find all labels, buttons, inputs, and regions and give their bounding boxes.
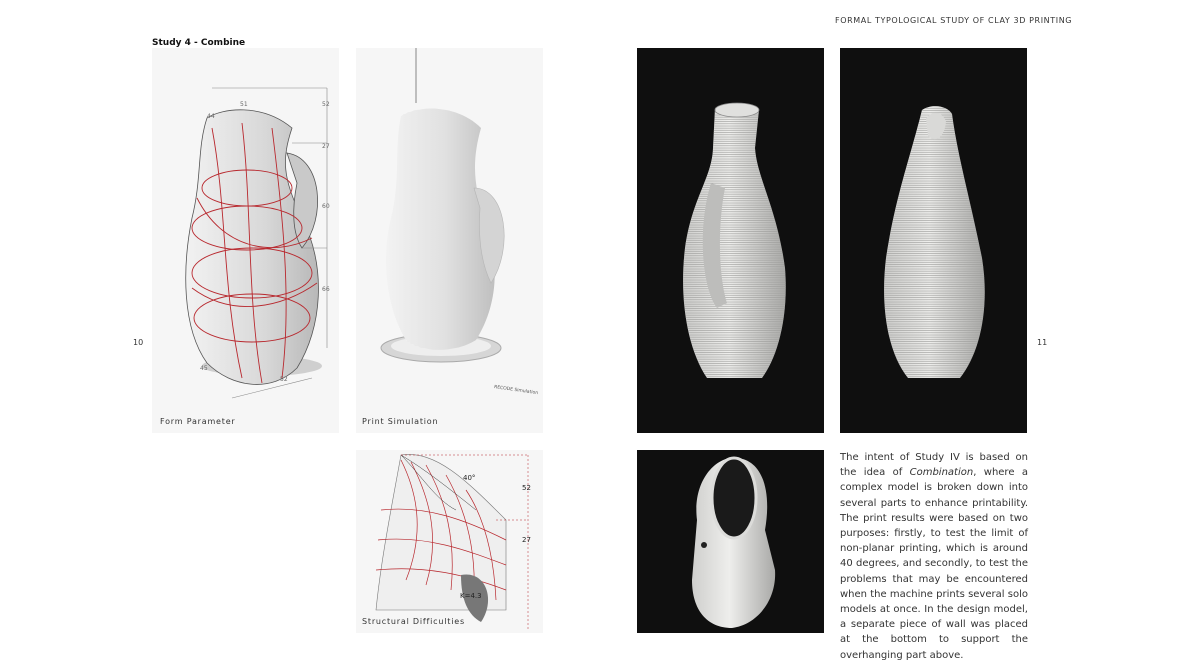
form-parameter-caption: Form Parameter bbox=[160, 417, 236, 426]
angle-label: 40° bbox=[463, 474, 476, 482]
structural-difficulties-figure bbox=[356, 450, 543, 633]
printed-vase-photo-side bbox=[840, 48, 1027, 433]
running-title: FORMAL TYPOLOGICAL STUDY OF CLAY 3D PRINTING bbox=[835, 16, 1073, 25]
dim-label: 44 bbox=[207, 113, 215, 120]
dim-label: 66 bbox=[322, 286, 330, 293]
clay-vase-side-image bbox=[840, 48, 1027, 433]
body-paragraph bbox=[840, 450, 1028, 663]
structural-difficulties-caption: Structural Difficulties bbox=[362, 617, 465, 626]
dim-label: 27 bbox=[522, 536, 531, 544]
section-title: Study 4 - Combine bbox=[152, 38, 246, 48]
wireframe-vase-drawing bbox=[152, 48, 339, 433]
dim-label: 27 bbox=[322, 143, 330, 150]
dim-label: 52 bbox=[280, 376, 288, 383]
k-label: K=4.3 bbox=[460, 592, 482, 600]
clay-vase-front-image bbox=[637, 48, 824, 433]
dim-label: 60 bbox=[322, 203, 330, 210]
body-text-pre: The intent of Study IV is based on the idea of bbox=[840, 452, 1028, 479]
dim-label: 51 bbox=[240, 101, 248, 108]
body-text-emphasis: Combination bbox=[909, 467, 974, 479]
print-simulation-caption: Print Simulation bbox=[362, 417, 439, 426]
render-stamp: RECODE Simulation bbox=[493, 385, 539, 397]
printed-vase-photo-top bbox=[637, 450, 824, 633]
print-simulation-figure bbox=[356, 48, 543, 433]
clay-vase-top-image bbox=[637, 450, 824, 633]
simulated-vase-render bbox=[356, 48, 543, 433]
dim-label: 45 bbox=[200, 365, 208, 372]
page-number-right: 11 bbox=[1037, 338, 1048, 347]
form-parameter-figure bbox=[152, 48, 339, 433]
structural-section-drawing bbox=[356, 450, 543, 633]
dim-label: 52 bbox=[322, 101, 330, 108]
body-text-post: , where a complex model is broken down into several parts to enhance printability. The print results were based on two purposes: firstly, to test the limit of non-planar printing, which is around 40 degrees, and secondly, to test the problems that may be encountered when the machine prints several solo models at once. In the design model, a separate piece of wall was placed at the bottom to support the overhanging part above. bbox=[840, 467, 1028, 661]
printed-vase-photo-front bbox=[637, 48, 824, 433]
page-number-left: 10 bbox=[133, 338, 144, 347]
dim-label: 52 bbox=[522, 484, 531, 492]
